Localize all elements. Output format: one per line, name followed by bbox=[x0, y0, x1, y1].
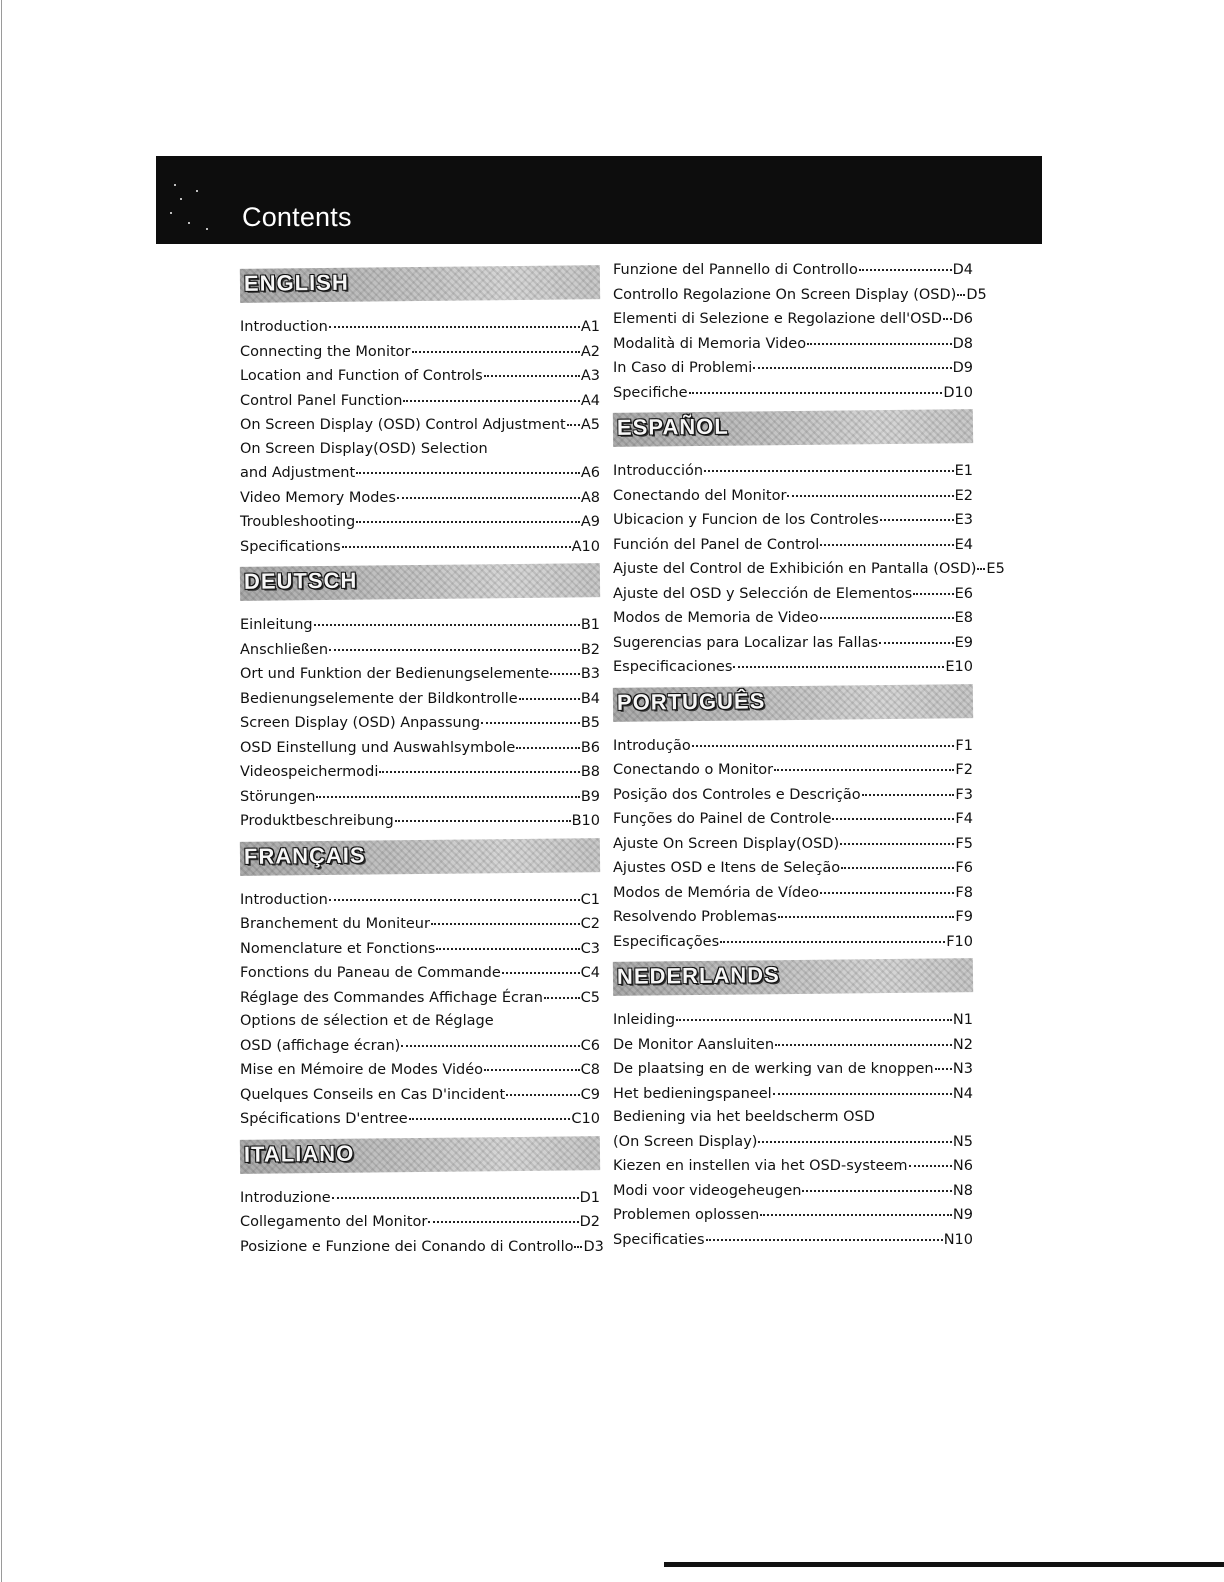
dot-leader bbox=[778, 902, 955, 918]
toc-entry-page: E4 bbox=[954, 536, 973, 553]
dot-leader bbox=[356, 507, 580, 523]
toc-entry-label: Función del Panel de Control bbox=[613, 536, 820, 553]
toc-entry-label: In Caso di Problemi bbox=[613, 360, 753, 376]
dot-leader bbox=[787, 481, 953, 497]
toc-entry[interactable] bbox=[613, 533, 973, 558]
language-name: NEDERLANDS bbox=[616, 962, 780, 989]
dot-leader bbox=[329, 885, 580, 901]
toc-entry-label: Mise en Mémoire de Modes Vidéo bbox=[240, 1062, 484, 1078]
toc-entry-label: Introducción bbox=[613, 463, 704, 479]
toc-entry-page: E9 bbox=[954, 634, 973, 651]
toc-entry-page: C1 bbox=[580, 891, 600, 908]
toc-entry-label: Options de sélection et de Réglage bbox=[240, 1013, 494, 1029]
dot-leader bbox=[977, 554, 985, 570]
toc-entry-page: F6 bbox=[955, 860, 973, 876]
language-name: ITALIANO bbox=[243, 1140, 355, 1167]
dot-leader bbox=[484, 1055, 580, 1071]
toc-entry-label: Réglage des Commandes Affichage Écran bbox=[240, 989, 543, 1006]
toc-entry-label: Het bedieningspaneel bbox=[613, 1085, 772, 1102]
toc-entry-page: N5 bbox=[952, 1133, 973, 1150]
toc-entry-label: Introduction bbox=[240, 891, 328, 908]
toc-section-nederlands bbox=[613, 960, 973, 1252]
toc-entry[interactable] bbox=[240, 986, 600, 1011]
toc-entry-page: B4 bbox=[580, 690, 600, 707]
toc-entry-label: Introduzione bbox=[240, 1189, 331, 1206]
toc-right-column bbox=[613, 258, 1005, 1258]
toc-entry-page: N10 bbox=[943, 1231, 973, 1248]
toc-entry-label: Screen Display (OSD) Anpassung bbox=[240, 715, 481, 731]
toc-entry-page: B10 bbox=[571, 813, 600, 829]
toc-entry-label: Ajuste On Screen Display(OSD) bbox=[613, 835, 840, 852]
toc-entry-page: D5 bbox=[966, 286, 987, 303]
toc-entry-page: D9 bbox=[952, 360, 973, 376]
toc-entry-page: E6 bbox=[954, 585, 973, 602]
dot-leader bbox=[412, 337, 580, 353]
toc-entry-page: F1 bbox=[955, 737, 973, 754]
toc-entry-label: Videospeichermodi bbox=[240, 764, 379, 780]
toc-entry-page: D3 bbox=[583, 1238, 604, 1255]
toc-left-column bbox=[240, 267, 604, 1265]
toc-entry-label: Introdução bbox=[613, 737, 691, 754]
dot-leader bbox=[401, 1031, 579, 1047]
toc-entry[interactable] bbox=[240, 1235, 604, 1260]
toc-entry-label: Specificaties bbox=[613, 1231, 705, 1248]
dot-leader bbox=[820, 878, 954, 894]
dot-leader bbox=[314, 610, 580, 626]
toc-entry-label: On Screen Display (OSD) Control Adjustment bbox=[240, 417, 566, 433]
dot-leader bbox=[481, 708, 580, 724]
toc-entry-label: Collegamento del Monitor bbox=[240, 1214, 428, 1230]
toc-entry[interactable] bbox=[613, 655, 973, 680]
dot-leader bbox=[841, 853, 954, 869]
toc-entry-label: De plaatsing en de werking van de knoppen bbox=[613, 1061, 934, 1077]
toc-entry[interactable] bbox=[240, 1210, 600, 1235]
toc-entry-page: A4 bbox=[580, 392, 600, 409]
toc-entry-label: and Adjustment bbox=[240, 465, 356, 481]
toc-entry-page: A2 bbox=[580, 343, 600, 360]
dot-leader bbox=[807, 329, 952, 345]
toc-entry-page: N2 bbox=[952, 1036, 973, 1053]
toc-entry-page: C4 bbox=[580, 965, 600, 981]
toc-entry-label: Ort und Funktion der Bedienungselemente bbox=[240, 666, 550, 682]
toc-entry-page: B5 bbox=[580, 715, 600, 731]
toc-section-espanol bbox=[613, 411, 1005, 680]
language-header-portugues bbox=[613, 684, 973, 722]
toc-entry[interactable] bbox=[613, 1033, 973, 1058]
toc-entry[interactable] bbox=[240, 1107, 600, 1132]
toc-entry[interactable] bbox=[240, 389, 600, 414]
toc-entry-page: D1 bbox=[579, 1189, 600, 1206]
toc-entry-label: Controllo Regolazione On Screen Display (OSD) bbox=[613, 286, 957, 303]
dot-leader bbox=[409, 1104, 571, 1120]
toc-entry[interactable] bbox=[613, 1228, 973, 1253]
dot-leader bbox=[760, 1200, 952, 1216]
dot-leader bbox=[859, 255, 952, 271]
toc-entry-page: A6 bbox=[580, 465, 600, 481]
toc-entry-page: D4 bbox=[952, 262, 973, 278]
toc-entry-page: E5 bbox=[986, 561, 1005, 577]
title-bar bbox=[156, 156, 1042, 244]
toc-entry-page: B1 bbox=[580, 617, 600, 633]
language-name: PORTUGUÊS bbox=[616, 687, 766, 715]
dot-leader bbox=[329, 312, 580, 328]
dot-leader bbox=[880, 505, 954, 521]
toc-entry-label: On Screen Display(OSD) Selection bbox=[240, 440, 488, 457]
language-header-espanol bbox=[613, 409, 973, 447]
toc-entry-page: N8 bbox=[952, 1182, 973, 1199]
toc-entry-page: E1 bbox=[954, 463, 973, 479]
language-name: ESPAÑOL bbox=[616, 413, 729, 440]
language-header-francais bbox=[240, 838, 600, 876]
dot-leader bbox=[332, 1183, 579, 1199]
toc-entry-page: F2 bbox=[955, 762, 973, 778]
toc-entry-page: N3 bbox=[952, 1061, 973, 1077]
toc-entry-label: Especificaciones bbox=[613, 659, 733, 675]
toc-entry-page: N6 bbox=[952, 1158, 973, 1174]
toc-entry-label: Control Panel Function bbox=[240, 392, 403, 409]
toc-entry[interactable] bbox=[613, 930, 973, 955]
toc-entry-page: B6 bbox=[580, 739, 600, 756]
toc-entry-label: Bediening via het beeldscherm OSD bbox=[613, 1109, 875, 1125]
toc-entry-label: Funções do Painel de Controle bbox=[613, 811, 832, 827]
toc-entry-page: A8 bbox=[580, 489, 600, 506]
dot-leader bbox=[506, 1080, 579, 1096]
dot-leader bbox=[342, 532, 571, 548]
toc-entry-page: D2 bbox=[579, 1214, 600, 1230]
toc-entry-label: Spécifications D'entree bbox=[240, 1111, 408, 1127]
toc-entry-page: B9 bbox=[580, 788, 600, 805]
toc-entry-page: E3 bbox=[954, 512, 973, 528]
dot-leader bbox=[484, 361, 580, 377]
toc-entry-page: D6 bbox=[952, 311, 973, 327]
dot-leader bbox=[516, 733, 580, 749]
toc-entry-label: Especificações bbox=[613, 933, 720, 950]
dot-leader bbox=[544, 983, 580, 999]
toc-entry-page: C10 bbox=[571, 1111, 600, 1127]
toc-entry-page: E10 bbox=[945, 659, 973, 675]
toc-entry-page: F5 bbox=[955, 835, 973, 852]
dot-leader bbox=[909, 1151, 952, 1167]
toc-entry[interactable] bbox=[240, 809, 600, 834]
toc-entry-page: D10 bbox=[943, 384, 973, 401]
dot-leader bbox=[550, 659, 579, 675]
dot-leader bbox=[676, 1005, 952, 1021]
toc-entry-label: OSD Einstellung und Auswahlsymbole bbox=[240, 739, 516, 756]
toc-entry-page: N4 bbox=[952, 1085, 973, 1102]
dot-leader bbox=[356, 458, 580, 474]
toc-entry-page: C6 bbox=[580, 1037, 600, 1054]
toc-entry-label: (On Screen Display) bbox=[613, 1133, 758, 1150]
toc-entry-label: Specifiche bbox=[613, 384, 688, 401]
dot-leader bbox=[957, 280, 965, 296]
dot-leader bbox=[379, 757, 579, 773]
toc-entry-label: Modalità di Memoria Video bbox=[613, 335, 807, 352]
toc-entry[interactable] bbox=[613, 283, 987, 308]
toc-entry-page: F9 bbox=[955, 909, 973, 925]
dot-leader bbox=[733, 652, 944, 668]
dot-leader bbox=[519, 684, 580, 700]
toc-entry-label: OSD (affichage écran) bbox=[240, 1037, 401, 1054]
page-title: Contents bbox=[242, 202, 352, 232]
toc-entry-label: Problemen oplossen bbox=[613, 1207, 760, 1223]
toc-entry-page: C3 bbox=[580, 940, 600, 957]
toc-entry-page: B2 bbox=[580, 641, 600, 658]
dot-leader bbox=[913, 579, 953, 595]
toc-entry-label: Troubleshooting bbox=[240, 514, 356, 530]
toc-entry-label: Nomenclature et Fonctions bbox=[240, 940, 436, 957]
toc-entry-page: E8 bbox=[954, 610, 973, 626]
bottom-rule bbox=[664, 1562, 1224, 1567]
toc-entry-page: F8 bbox=[955, 884, 973, 901]
dot-leader bbox=[775, 1030, 952, 1046]
dot-leader bbox=[832, 804, 954, 820]
toc-entry-page: B8 bbox=[580, 764, 600, 780]
dot-leader bbox=[704, 456, 954, 472]
dot-leader bbox=[840, 829, 954, 845]
toc-entry-page: A10 bbox=[571, 538, 600, 555]
dot-leader bbox=[567, 410, 580, 426]
dot-leader bbox=[574, 1232, 582, 1248]
dot-leader bbox=[802, 1176, 951, 1192]
dot-leader bbox=[774, 755, 954, 771]
scan-noise bbox=[166, 178, 226, 238]
language-header-deutsch bbox=[240, 563, 600, 601]
language-name: FRANÇAIS bbox=[243, 842, 366, 869]
toc-entry-page: E2 bbox=[954, 487, 973, 504]
toc-entry-label: Branchement du Moniteur bbox=[240, 916, 430, 932]
toc-entry[interactable] bbox=[240, 638, 600, 663]
toc-section-portugues bbox=[613, 686, 973, 955]
dot-leader bbox=[820, 603, 954, 619]
dot-leader bbox=[706, 1225, 943, 1241]
dot-leader bbox=[758, 1127, 951, 1143]
toc-entry-page: A1 bbox=[580, 319, 600, 335]
toc-entry[interactable] bbox=[240, 535, 600, 560]
dot-leader bbox=[428, 1207, 578, 1223]
toc-entry-label: Inleiding bbox=[613, 1012, 676, 1028]
language-name: DEUTSCH bbox=[243, 567, 358, 594]
dot-leader bbox=[431, 909, 580, 925]
toc-entry-page: C2 bbox=[580, 916, 600, 932]
dot-leader bbox=[395, 806, 571, 822]
dot-leader bbox=[753, 353, 951, 369]
toc-entry-label: Einleitung bbox=[240, 617, 313, 633]
toc-entry-label: Posizione e Funzione dei Conando di Controllo bbox=[240, 1238, 574, 1255]
dot-leader bbox=[879, 628, 954, 644]
toc-entry-page: N9 bbox=[952, 1207, 973, 1223]
dot-leader bbox=[397, 483, 580, 499]
toc-entry-label: Video Memory Modes bbox=[240, 489, 396, 506]
toc-entry-page: B3 bbox=[580, 666, 600, 682]
dot-leader bbox=[502, 958, 580, 974]
toc-entry-page: F10 bbox=[946, 933, 973, 950]
toc-entry-page: C9 bbox=[580, 1086, 600, 1103]
toc-entry-label: Ajuste del Control de Exhibición en Pantalla (OSD) bbox=[613, 561, 977, 577]
scan-edge-line bbox=[1, 0, 2, 1582]
dot-leader bbox=[329, 635, 580, 651]
language-header-italiano bbox=[240, 1136, 600, 1174]
language-header-english bbox=[240, 265, 600, 303]
toc-entry[interactable] bbox=[240, 413, 600, 438]
dot-leader bbox=[820, 530, 953, 546]
dot-leader bbox=[403, 386, 579, 402]
toc-section-deutsch bbox=[240, 565, 600, 834]
toc-entry[interactable] bbox=[613, 258, 973, 283]
toc-entry-page: F3 bbox=[955, 786, 973, 803]
toc-entry-label: Kiezen en instellen via het OSD-systeem bbox=[613, 1158, 908, 1174]
toc-entry-page: F4 bbox=[955, 811, 973, 827]
toc-entry[interactable] bbox=[613, 381, 973, 406]
toc-entry-label: Conectando o Monitor bbox=[613, 762, 774, 778]
dot-leader bbox=[935, 1054, 952, 1070]
toc-entry[interactable] bbox=[613, 1082, 973, 1107]
toc-entry-label: Location and Function of Controls bbox=[240, 368, 483, 384]
language-name: ENGLISH bbox=[243, 269, 349, 296]
toc-entry-label: Posição dos Controles e Descrição bbox=[613, 786, 861, 803]
toc-entry-label: Fonctions du Paneau de Commande bbox=[240, 965, 501, 981]
toc-entry-label: Bedienungselemente der Bildkontrolle bbox=[240, 690, 518, 707]
toc-entry-label: Ajustes OSD e Itens de Seleção bbox=[613, 860, 841, 876]
language-header-nederlands bbox=[613, 958, 973, 996]
toc-entry-label: Störungen bbox=[240, 788, 316, 805]
toc-entry-page: D8 bbox=[952, 335, 973, 352]
dot-leader bbox=[773, 1079, 952, 1095]
toc-entry-label: Funzione del Pannello di Controllo bbox=[613, 262, 858, 278]
toc-section-english bbox=[240, 267, 600, 559]
toc-entry-page: C5 bbox=[580, 989, 600, 1006]
toc-entry-label: Introduction bbox=[240, 319, 328, 335]
toc-entry-label: Elementi di Selezione e Regolazione dell'OSD bbox=[613, 311, 942, 327]
toc-entry-label: Modos de Memoria de Video bbox=[613, 610, 819, 626]
toc-entry-page: A5 bbox=[580, 417, 600, 433]
dot-leader bbox=[692, 731, 955, 747]
toc-entry-label: Produktbeschreibung bbox=[240, 813, 394, 829]
toc-entry-page: A9 bbox=[580, 514, 600, 530]
toc-entry-label: Anschließen bbox=[240, 641, 329, 658]
toc-entry-label: Resolvendo Problemas bbox=[613, 909, 777, 925]
dot-leader bbox=[862, 780, 955, 796]
toc-section-francais bbox=[240, 840, 600, 1132]
toc-entry-label: Conectando del Monitor bbox=[613, 487, 787, 504]
toc-entry-label: Specifications bbox=[240, 538, 341, 555]
dot-leader bbox=[689, 378, 943, 394]
toc-entry-label: Modos de Memória de Vídeo bbox=[613, 884, 819, 901]
toc-entry-label: De Monitor Aansluiten bbox=[613, 1036, 775, 1053]
toc-entry-label: Ajuste del OSD y Selección de Elementos bbox=[613, 585, 913, 602]
toc-section-continued bbox=[613, 258, 987, 405]
toc-entry-page: C8 bbox=[580, 1062, 600, 1078]
toc-entry-page: A3 bbox=[580, 368, 600, 384]
dot-leader bbox=[720, 927, 945, 943]
dot-leader bbox=[943, 304, 952, 320]
toc-entry-label: Connecting the Monitor bbox=[240, 343, 411, 360]
toc-entry-label: Quelques Conseils en Cas D'incident bbox=[240, 1086, 506, 1103]
toc-section-italiano bbox=[240, 1138, 604, 1260]
dot-leader bbox=[316, 782, 579, 798]
toc-entry-label: Ubicacion y Funcion de los Controles bbox=[613, 512, 879, 528]
toc-entry-label: Sugerencias para Localizar las Fallas bbox=[613, 634, 879, 651]
toc-entry-page: N1 bbox=[952, 1012, 973, 1028]
dot-leader bbox=[436, 934, 579, 950]
toc-entry-label: Modi voor videogeheugen bbox=[613, 1182, 802, 1199]
